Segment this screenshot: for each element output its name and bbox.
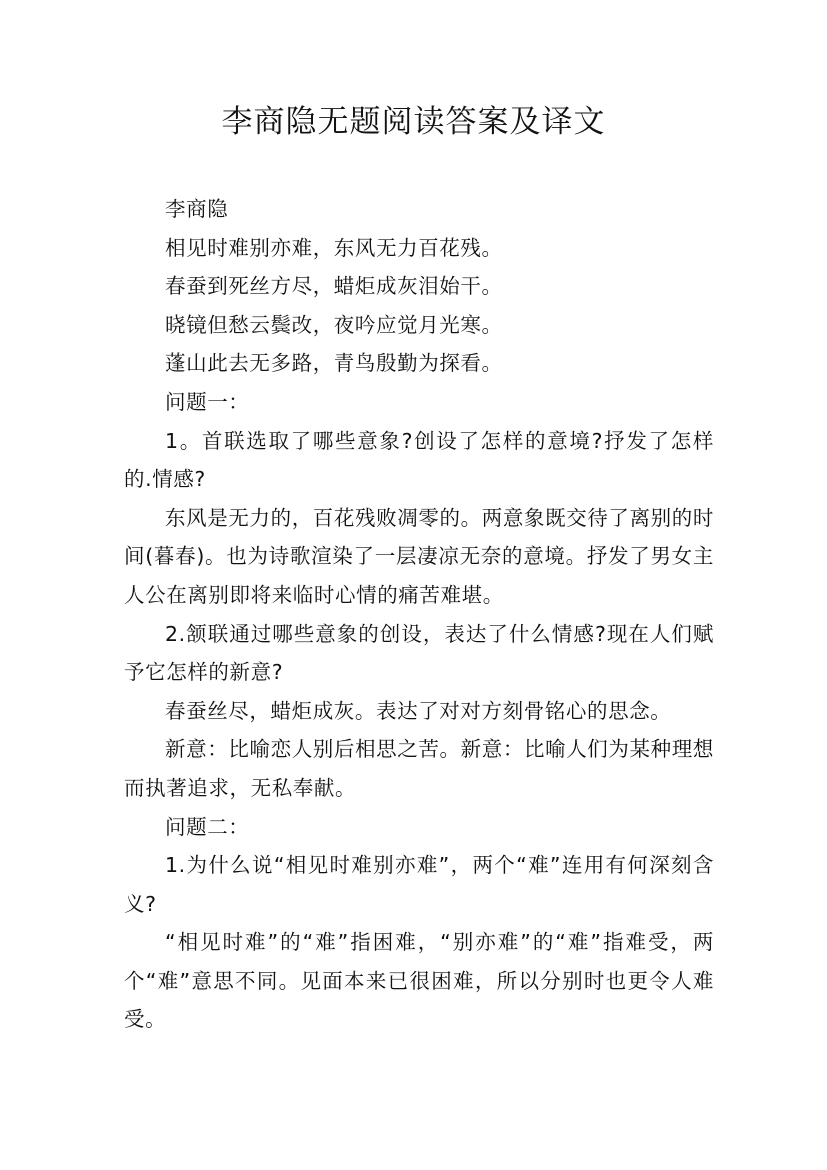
question-1-1: 1。首联选取了哪些意象?创设了怎样的意境?抒发了怎样的.情感? [124, 428, 714, 492]
answer-1-2-a: 春蚕丝尽，蜡炬成灰。表达了对对方刻骨铭心的思念。 [165, 698, 672, 723]
document-title: 李商隐无题阅读答案及译文 [221, 104, 606, 140]
answer-2-1: “相见时难”的“难”指困难，“别亦难”的“难”指难受，两个“难”意思不同。见面本来已很困难，所以分别时也更令人难受。 [124, 930, 714, 1032]
section-heading-question-2: 问题二： [165, 814, 250, 839]
question-1-2: 2.颔联通过哪些意象的创设，表达了什么情感?现在人们赋予它怎样的新意? [124, 621, 714, 685]
document-body [124, 190, 714, 1039]
question-2-1: 1.为什么说“相见时难别亦难”，两个“难”连用有何深刻含义? [124, 853, 714, 916]
poem-author: 李商隐 [165, 197, 229, 221]
poem-line-4: 蓬山此去无多路，青鸟殷勤为探看。 [165, 351, 503, 376]
poem-line-2: 春蚕到死丝方尽，蜡炬成灰泪始干。 [165, 274, 503, 299]
poem-line-3: 晓镜但愁云鬓改，夜吟应觉月光寒。 [165, 312, 503, 337]
section-heading-question-1: 问题一： [165, 389, 250, 414]
poem-line-1: 相见时难别亦难，东风无力百花残。 [165, 235, 503, 260]
answer-1-1: 东风是无力的，百花残败凋零的。两意象既交待了离别的时间(暮春)。也为诗歌渲染了一层凄凉无奈的意境。抒发了男女主人公在离别即将来临时心情的痛苦难堪。 [124, 505, 714, 607]
answer-1-2-b: 新意：比喻恋人别后相思之苦。新意：比喻人们为某种理想而执著追求，无私奉献。 [124, 737, 714, 800]
